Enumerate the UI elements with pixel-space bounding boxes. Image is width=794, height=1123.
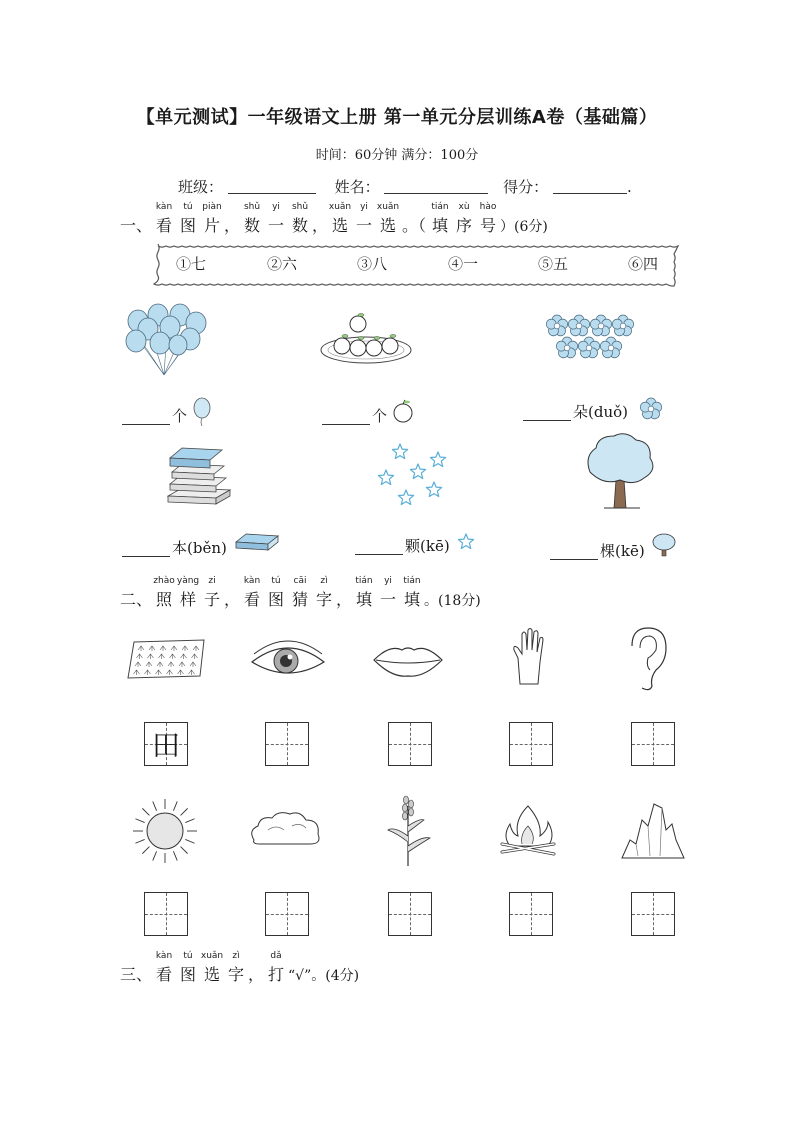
answer-grid-mouth[interactable] — [388, 722, 432, 766]
small-apple-icon — [392, 399, 414, 423]
ear-icon — [624, 626, 668, 692]
answer-blank[interactable] — [523, 406, 571, 421]
end-mark: . — [626, 178, 632, 196]
ruby-char — [476, 202, 500, 236]
pinyin: yi — [384, 576, 392, 586]
small-flower-icon — [640, 398, 662, 420]
ruby-char — [312, 576, 336, 610]
option-4: ④一 — [448, 255, 479, 273]
answer-grid-fire[interactable] — [509, 892, 553, 936]
small-star-icon — [456, 532, 476, 552]
option-1: ①七 — [176, 255, 207, 273]
ruby-char — [176, 202, 200, 236]
score-label: 得分： — [503, 178, 549, 196]
hanzi: 片 — [204, 216, 221, 235]
sun-icon — [130, 796, 200, 866]
pinyin: shǔ — [243, 202, 261, 212]
pinyin: dǎ — [270, 951, 282, 961]
ruby-char — [352, 202, 376, 236]
student-info-row — [178, 176, 632, 197]
answer-blank[interactable] — [322, 410, 370, 425]
answer-grid-example: 田 — [144, 722, 188, 766]
fill-item-apples: 个 — [322, 405, 387, 426]
question-score: “√”。(4分) — [288, 968, 360, 984]
fill-item-books: 本(běn) — [122, 537, 227, 558]
hanzi: 看 — [244, 590, 261, 609]
ruby-char — [288, 202, 312, 236]
answer-grid-hand[interactable] — [509, 722, 553, 766]
flowers-icon — [547, 316, 639, 360]
pinyin: tú — [183, 202, 193, 212]
hanzi: 填 — [356, 590, 373, 609]
answer-grid-sun[interactable] — [144, 892, 188, 936]
ruby-char — [224, 951, 248, 985]
class-label: 班级： — [178, 178, 224, 196]
hand-icon — [510, 628, 546, 690]
ruby-char — [200, 951, 224, 985]
ruby-char — [224, 587, 240, 610]
fill-item-flowers: 朵(duǒ) — [523, 401, 628, 422]
hanzi: 号 — [480, 216, 497, 235]
ruby-char — [264, 576, 288, 610]
ruby-char — [328, 202, 352, 236]
hanzi: 一 — [268, 216, 285, 235]
small-tree-icon — [652, 532, 676, 558]
option-6: ⑥四 — [628, 255, 659, 273]
pinyin: kàn — [243, 576, 261, 586]
hanzi: 图 — [180, 965, 197, 984]
question-number: 二、 — [120, 590, 153, 609]
ruby-char — [176, 951, 200, 985]
balloons-icon — [124, 305, 206, 377]
ruby-char — [152, 951, 176, 985]
pinyin: zì — [320, 576, 328, 586]
ruby-char — [176, 576, 200, 610]
hanzi: 数 — [292, 216, 309, 235]
answer-blank[interactable] — [122, 410, 170, 425]
pinyin: cāi — [293, 576, 307, 586]
pinyin: tián — [431, 202, 449, 212]
pinyin: kàn — [155, 951, 173, 961]
pinyin: shǔ — [291, 202, 309, 212]
options-frame — [156, 244, 672, 280]
hanzi: 序 — [456, 216, 473, 235]
ruby-char — [264, 951, 288, 985]
hanzi: 看 — [156, 965, 173, 984]
ruby-char — [312, 213, 328, 236]
ruby-char — [452, 202, 476, 236]
eye-icon — [248, 640, 328, 682]
question-3-heading — [120, 951, 360, 985]
ruby-char — [288, 576, 312, 610]
hanzi: ， — [312, 216, 329, 235]
answer-blank[interactable] — [355, 540, 403, 555]
option-5: ⑤五 — [538, 255, 569, 273]
exam-time-score: 时间：60分钟 满分：100分 — [315, 148, 479, 163]
question-number: 三、 — [120, 965, 153, 984]
cloud-icon — [248, 810, 324, 850]
ruby-char — [352, 576, 376, 610]
question-score: ）(6分) — [500, 219, 548, 235]
hanzi: 子 — [204, 590, 221, 609]
pinyin: hào — [479, 202, 497, 212]
field-icon — [124, 636, 208, 682]
answer-grid-ear[interactable] — [631, 722, 675, 766]
ruby-char — [400, 213, 428, 236]
mouth-icon — [372, 640, 444, 680]
pinyin: tú — [183, 951, 193, 961]
question-2-heading — [120, 576, 481, 610]
small-balloon-icon — [192, 398, 212, 426]
question-score: 。(18分) — [424, 593, 481, 609]
option-2: ②六 — [267, 255, 298, 273]
answer-blank[interactable] — [122, 542, 170, 557]
ruby-char — [224, 213, 240, 236]
hanzi: 。（ — [402, 216, 427, 235]
fill-item-trees: 棵(kē) — [550, 540, 645, 561]
pinyin: yi — [272, 202, 280, 212]
hanzi: 填 — [404, 590, 421, 609]
pinyin: zhào — [153, 576, 175, 586]
tree-icon — [584, 432, 656, 512]
hanzi: ， — [248, 965, 265, 984]
answer-grid-cloud[interactable] — [265, 892, 309, 936]
answer-grid-eye[interactable] — [265, 722, 309, 766]
hanzi: 一 — [356, 216, 373, 235]
hanzi: 选 — [380, 216, 397, 235]
ruby-char — [200, 576, 224, 610]
ruby-char — [240, 576, 264, 610]
ruby-char — [376, 202, 400, 236]
hanzi: 样 — [180, 590, 197, 609]
name-label: 姓名： — [334, 178, 380, 196]
name-blank[interactable] — [384, 179, 488, 194]
option-3: ③八 — [357, 255, 388, 273]
class-blank[interactable] — [228, 179, 316, 194]
grain-icon — [384, 796, 434, 868]
hanzi: 照 — [156, 590, 173, 609]
hanzi: 猜 — [292, 590, 309, 609]
answer-grid-mountain[interactable] — [631, 892, 675, 936]
hanzi: 打 — [268, 965, 285, 984]
hanzi: 填 — [432, 216, 449, 235]
ruby-char — [400, 576, 424, 610]
small-book-icon — [234, 532, 280, 554]
pinyin: zi — [208, 576, 216, 586]
hanzi: 选 — [332, 216, 349, 235]
stars-icon — [378, 440, 452, 510]
hanzi: 一 — [380, 590, 397, 609]
hanzi: 图 — [180, 216, 197, 235]
score-blank[interactable] — [553, 179, 627, 194]
fill-item-balloons: 个 — [122, 405, 187, 426]
ruby-char — [264, 202, 288, 236]
books-icon — [164, 446, 234, 506]
pinyin: yàng — [176, 576, 200, 586]
pinyin: tú — [271, 576, 281, 586]
ruby-char — [240, 202, 264, 236]
pinyin: tián — [403, 576, 421, 586]
ruby-char — [248, 962, 264, 985]
pinyin: xù — [458, 202, 470, 212]
hanzi: 看 — [156, 216, 173, 235]
mountain-icon — [620, 800, 686, 860]
hanzi: 图 — [268, 590, 285, 609]
hanzi: 字 — [316, 590, 333, 609]
ruby-char — [428, 202, 452, 236]
apples-on-plate-icon — [320, 310, 412, 366]
question-3-text — [152, 951, 288, 985]
hanzi: 选 — [204, 965, 221, 984]
hanzi: ， — [224, 216, 241, 235]
question-1-text — [152, 202, 500, 236]
hanzi: ， — [336, 590, 353, 609]
answer-blank[interactable] — [550, 545, 598, 560]
ruby-char — [336, 587, 352, 610]
ruby-char — [376, 576, 400, 610]
fill-item-stars: 颗(kē) — [355, 535, 450, 556]
pinyin: yi — [360, 202, 368, 212]
question-number: 一、 — [120, 216, 153, 235]
page-title: 【单元测试】一年级语文上册 第一单元分层训练A卷（基础篇） — [136, 107, 658, 128]
ruby-char — [200, 202, 224, 236]
answer-grid-grain[interactable] — [388, 892, 432, 936]
pinyin: xuǎn — [376, 202, 400, 212]
ruby-char — [152, 202, 176, 236]
pinyin: zì — [232, 951, 240, 961]
pinyin: piàn — [202, 202, 222, 212]
question-1-heading — [120, 202, 548, 236]
hanzi: ， — [224, 590, 241, 609]
pinyin: kàn — [155, 202, 173, 212]
question-2-text — [152, 576, 424, 610]
hanzi: 字 — [228, 965, 245, 984]
pinyin: tián — [355, 576, 373, 586]
ruby-char — [152, 576, 176, 610]
pinyin: xuǎn — [200, 951, 224, 961]
fire-icon — [498, 802, 558, 858]
hanzi: 数 — [244, 216, 261, 235]
pinyin: xuǎn — [328, 202, 352, 212]
